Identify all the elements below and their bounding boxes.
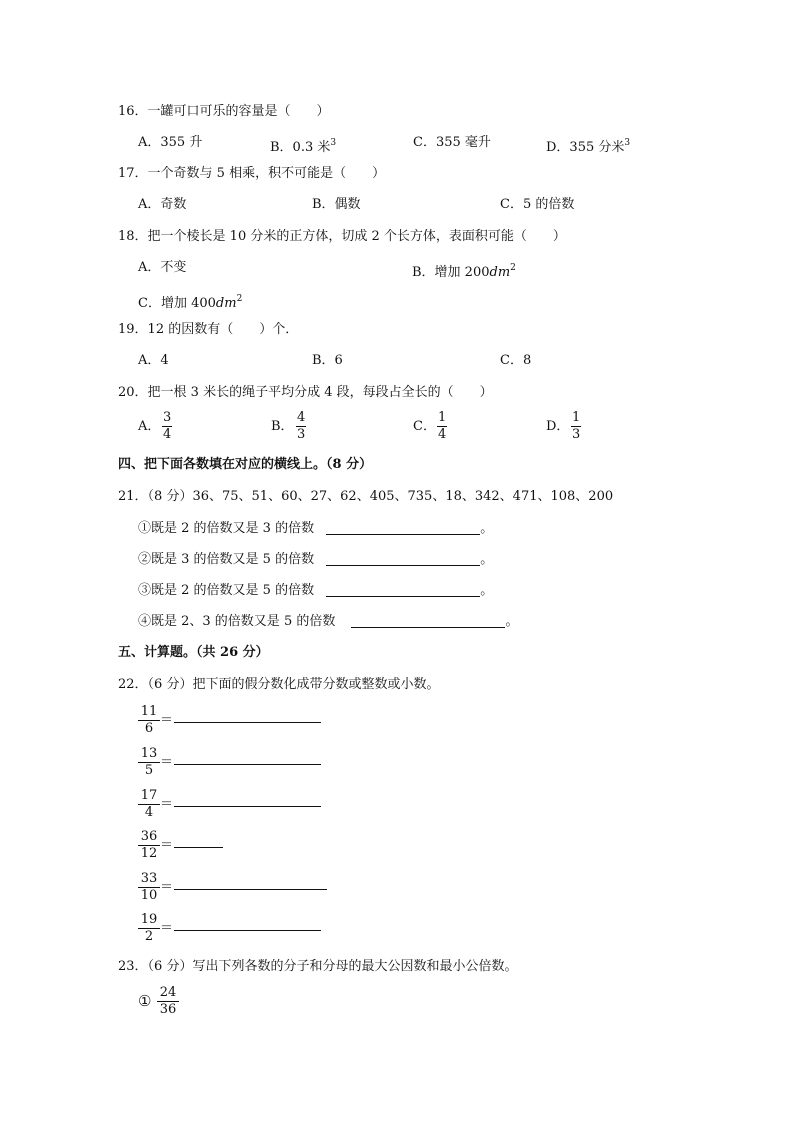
- fraction-denominator: 6: [144, 721, 154, 736]
- question-20: 20．把一根 3 米长的绳子平均分成 4 段，每段占全长的（ ）: [118, 385, 493, 400]
- period: 。: [480, 521, 494, 536]
- fraction-numerator: 1: [572, 410, 581, 425]
- section-5-title: 五、计算题。（共 26 分）: [118, 645, 269, 660]
- fraction-denominator: 4: [144, 805, 154, 820]
- q20-option-c-fraction: [437, 410, 447, 443]
- fraction-numerator: 24: [159, 985, 177, 1000]
- question-22: 22．（6 分）把下面的假分数化成带分数或整数或小数。: [118, 677, 440, 692]
- answer-blank[interactable]: [326, 551, 480, 566]
- q20-option-a-fraction: [162, 410, 172, 443]
- answer-line[interactable]: [174, 792, 321, 807]
- q21-item-4-text: ④既是 2、3 的倍数又是 5 的倍数: [138, 614, 336, 629]
- q18-option-c-text: C．增加 400: [138, 296, 216, 311]
- q23-fraction-1: [157, 985, 179, 1018]
- q16-option-d-text: D．355 分米: [546, 140, 625, 155]
- q20-option-d-fraction: [571, 410, 581, 443]
- answer-line[interactable]: [174, 875, 327, 890]
- q18-option-b: [412, 259, 516, 282]
- q20-option-b-label: B．: [271, 419, 294, 434]
- section-4-title: 四、把下面各数填在对应的横线上。（8 分）: [118, 457, 373, 472]
- q22-fraction-1: [138, 704, 160, 737]
- q16-option-a: A．355 升: [138, 135, 203, 150]
- answer-line[interactable]: [174, 708, 321, 723]
- question-16: 16．一罐可口可乐的容量是（ ）: [118, 104, 330, 119]
- q18-option-b-text: B．增加 200: [412, 265, 490, 280]
- q18-option-b-unit: dm: [489, 265, 511, 280]
- q18-option-c-sup: 2: [236, 294, 243, 304]
- question-23: 23．（6 分）写出下列各数的分子和分母的最大公因数和最小公倍数。: [118, 959, 518, 974]
- answer-blank[interactable]: [326, 582, 480, 597]
- question-21: 21．（8 分）36、75、51、60、27、62、405、735、18、342、471、108、200: [118, 489, 614, 504]
- q19-option-b: B．6: [312, 353, 343, 368]
- q17-option-a: A．奇数: [138, 197, 187, 212]
- q22-fraction-3: [138, 788, 160, 821]
- q16-option-c: C．355 毫升: [413, 135, 491, 150]
- q21-item-2: [138, 551, 493, 569]
- question-17: 17．一个奇数与 5 相乘，积不可能是（ ）: [118, 166, 386, 181]
- q17-option-c: C．5 的倍数: [500, 197, 575, 212]
- q21-item-3-text: ③既是 2 的倍数又是 5 的倍数: [138, 583, 315, 598]
- period: 。: [480, 552, 494, 567]
- q21-item-2-text: ②既是 3 的倍数又是 5 的倍数: [138, 552, 315, 567]
- equals-sign: ＝: [160, 880, 174, 895]
- equals-sign: ＝: [160, 713, 174, 728]
- fraction-numerator: 17: [140, 788, 158, 803]
- q21-item-1-text: ①既是 2 的倍数又是 3 的倍数: [138, 521, 315, 536]
- q18-option-c-unit: dm: [215, 296, 237, 311]
- fraction-denominator: 5: [144, 763, 154, 778]
- fraction-numerator: 4: [297, 410, 306, 425]
- q19-option-c: C．8: [500, 353, 532, 368]
- q17-option-b: B．偶数: [312, 197, 361, 212]
- q20-option-d-label: D．: [546, 419, 570, 434]
- q22-fraction-2: [138, 746, 160, 779]
- fraction-numerator: 11: [140, 704, 158, 719]
- equals-sign: ＝: [160, 921, 174, 936]
- q22-fraction-6: [138, 912, 160, 945]
- fraction-numerator: 13: [140, 746, 158, 761]
- fraction-denominator: 4: [163, 427, 172, 442]
- q18-option-b-sup: 2: [510, 263, 516, 273]
- fraction-denominator: 2: [144, 929, 154, 944]
- q16-option-b: [270, 134, 336, 157]
- q16-option-d: [546, 134, 630, 157]
- q21-item-3: [138, 582, 493, 600]
- q20-option-c-label: C．: [413, 419, 436, 434]
- fraction-denominator: 10: [140, 888, 158, 903]
- period: 。: [505, 614, 519, 629]
- fraction-numerator: 19: [140, 912, 158, 927]
- q16-option-b-sup: 3: [330, 138, 337, 148]
- answer-blank[interactable]: [326, 520, 480, 535]
- fraction-denominator: 3: [297, 427, 306, 442]
- q22-fraction-5: [138, 871, 160, 904]
- q16-option-b-text: B．0.3 米: [270, 140, 331, 155]
- answer-line[interactable]: [174, 750, 321, 765]
- fraction-numerator: 33: [140, 871, 158, 886]
- q19-option-a: A．4: [138, 353, 169, 368]
- fraction-numerator: 36: [140, 829, 158, 844]
- q18-option-c: [138, 290, 242, 313]
- equals-sign: ＝: [160, 755, 174, 770]
- fraction-denominator: 4: [438, 427, 447, 442]
- q20-option-a-label: A．: [138, 419, 161, 434]
- q18-option-a: A．不变: [138, 260, 187, 275]
- answer-blank[interactable]: [351, 613, 505, 628]
- q20-option-b-fraction: [296, 410, 306, 443]
- answer-line[interactable]: [174, 916, 321, 931]
- period: 。: [480, 583, 494, 598]
- equals-sign: ＝: [160, 797, 174, 812]
- q23-item-marker: ①: [138, 992, 152, 1010]
- fraction-numerator: 1: [438, 410, 447, 425]
- q16-option-d-sup: 3: [624, 138, 631, 148]
- equals-sign: ＝: [160, 838, 174, 853]
- q22-fraction-4: [138, 829, 160, 862]
- fraction-denominator: 12: [140, 846, 158, 861]
- question-18: 18．把一个棱长是 10 分米的正方体，切成 2 个长方体，表面积可能（ ）: [118, 229, 566, 244]
- fraction-numerator: 3: [163, 410, 172, 425]
- fraction-denominator: 36: [159, 1002, 177, 1017]
- answer-line[interactable]: [174, 833, 223, 848]
- q21-item-1: [138, 520, 493, 538]
- question-19: 19．12 的因数有（ ）个．: [118, 322, 299, 337]
- q21-item-4: [138, 613, 519, 631]
- fraction-denominator: 3: [572, 427, 581, 442]
